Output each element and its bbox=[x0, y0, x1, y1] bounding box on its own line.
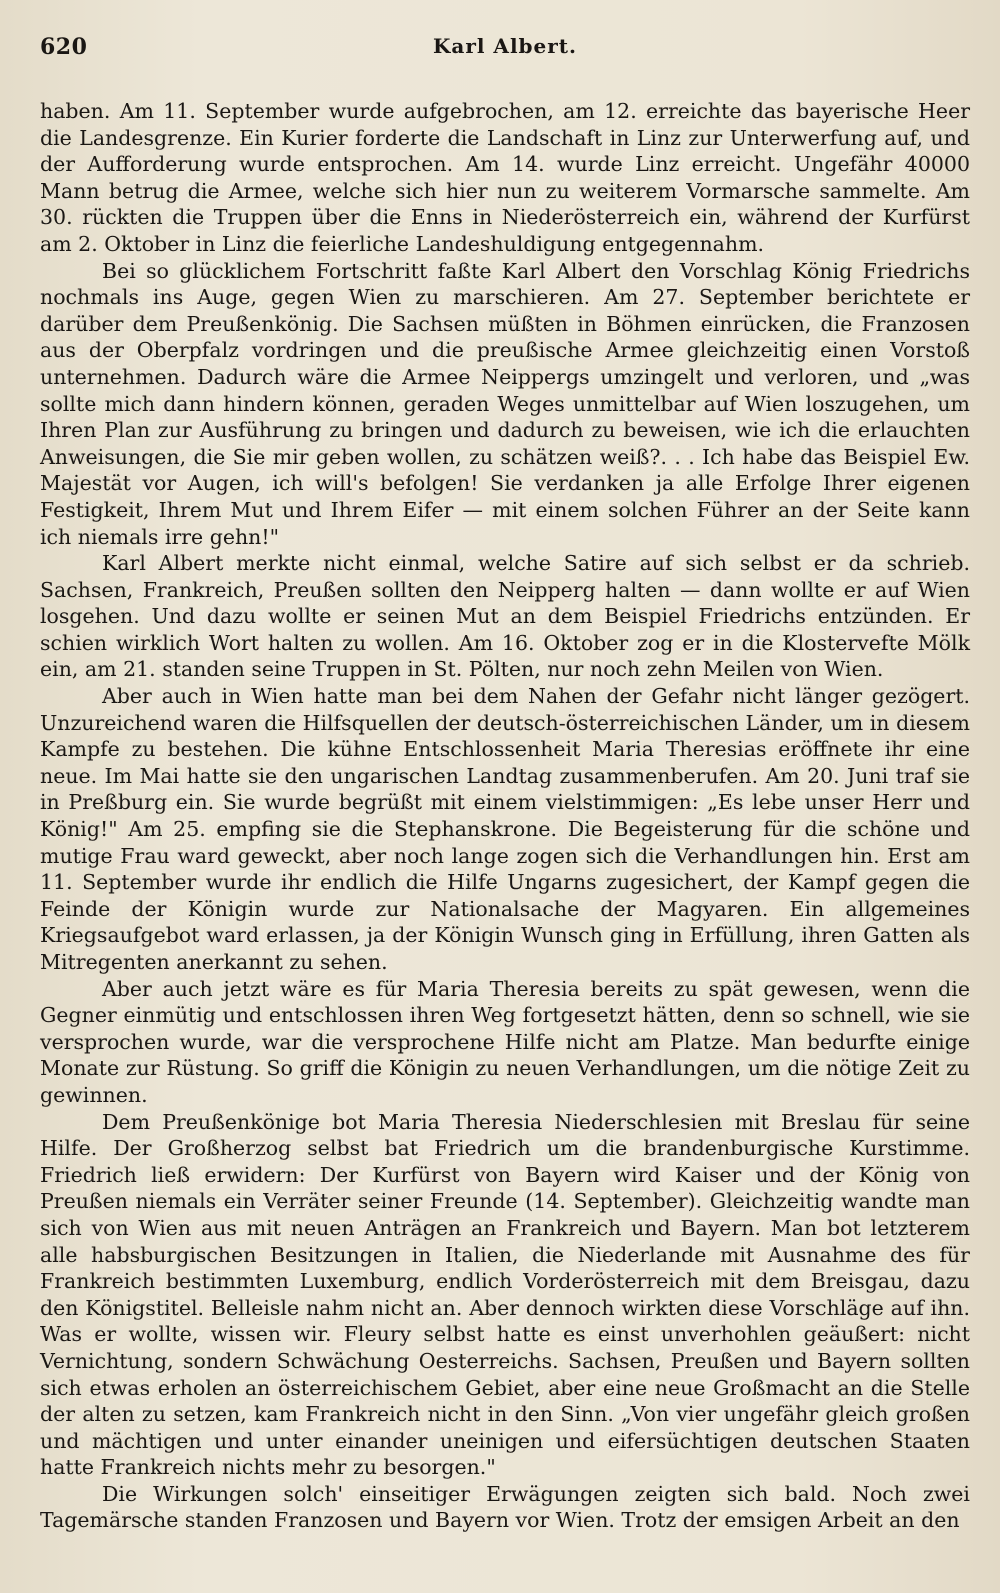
paragraph-7: Die Wirkungen solch' einseitiger Erwägungen zeigten sich bald. Noch zwei Tagemärsche standen Franzosen und Bayern vor Wien. Trotz der emsigen Arbeit an den bbox=[40, 1481, 970, 1533]
page-body-text bbox=[40, 98, 970, 1534]
running-head: Karl Albert. bbox=[432, 34, 577, 58]
page-number: 620 bbox=[40, 34, 88, 60]
paragraph-3: Karl Albert merkte nicht einmal, welche Satire auf sich selbst er da schrieb. Sachsen, Frankreich, Preußen sollten den Neipperg halten — dann wollte er auf Wien losgehen. Und dazu wollte er seinen Mut an dem Beispiel Friedrichs entzünden. Er schien wirklich Wort halten zu wollen. Am 16. Oktober zog er in die Klostervefte Mölk ein, am 21. standen seine Truppen in St. Pölten, nur noch zehn Meilen von Wien. bbox=[40, 551, 970, 682]
paragraph-2: Bei so glücklichem Fortschritt faßte Karl Albert den Vorschlag König Friedrichs nochmals ins Auge, gegen Wien zu marschieren. Am 27. September berichtete er darüber dem Preußenkönig. Die Sachsen müßten in Böhmen einrücken, die Franzosen aus der Oberpfalz vordringen und die preußische Armee gleichzeitig einen Vorstoß unternehmen. Dadurch wäre die Armee Neippergs umzingelt und verloren, und „was sollte mich dann hindern können, geraden Weges unmittelbar auf Wien loszugehen, um Ihren Plan zur Ausführung zu bringen und dadurch zu beweisen, wie ich die erlauchten Anweisungen, die Sie mir geben wollen, zu schätzen weiß?. . . Ich habe das Beispiel Ew. Majestät vor Augen, ich will's befolgen! Sie verdanken ja alle Erfolge Ihrer eigenen Festigkeit, Ihrem Mut und Ihrem Eifer — mit einem solchen Führer an der Seite kann ich niemals irre gehn!" bbox=[40, 258, 970, 549]
page-header bbox=[40, 34, 970, 74]
paragraph-5: Aber auch jetzt wäre es für Maria Theresia bereits zu spät gewesen, wenn die Gegner einmütig und entschlossen ihren Weg fortgesetzt hätten, denn so schnell, wie sie versprochen wurde, war die versprochene Hilfe nicht am Platze. Man bedurfte einige Monate zur Rüstung. So griff die Königin zu neuen Verhandlungen, um die nötige Zeit zu gewinnen. bbox=[40, 976, 970, 1107]
paragraph-4: Aber auch in Wien hatte man bei dem Nahen der Gefahr nicht länger gezögert. Unzureichend waren die Hilfsquellen der deutsch-österreichischen Länder, um in diesem Kampfe zu bestehen. Die kühne Entschlossenheit Maria Theresias eröffnete ihr eine neue. Im Mai hatte sie den ungarischen Landtag zusammenberufen. Am 20. Juni traf sie in Preßburg ein. Sie wurde begrüßt mit einem vielstimmigen: „Es lebe unser Herr und König!" Am 25. empfing sie die Stephanskrone. Die Begeisterung für die schöne und mutige Frau ward geweckt, aber noch lange zogen sich die Verhandlungen hin. Erst am 11. September wurde ihr endlich die Hilfe Ungarns zugesichert, der Kampf gegen die Feinde der Königin wurde zur Nationalsache der Magyaren. Ein allgemeines Kriegsaufgebot ward erlassen, ja der Königin Wunsch ging in Erfüllung, ihren Gatten als Mitregenten anerkannt zu sehen. bbox=[40, 684, 970, 974]
paragraph-6: Dem Preußenkönige bot Maria Theresia Niederschlesien mit Breslau für seine Hilfe. Der Großherzog selbst bat Friedrich um die brandenburgische Kurstimme. Friedrich ließ erwidern: Der Kurfürst von Bayern wird Kaiser und der König von Preußen niemals ein Verräter seiner Freunde (14. September). Gleichzeitig wandte man sich von Wien aus mit neuen Anträgen an Frankreich und Bayern. Man bot letzterem alle habsburgischen Besitzungen in Italien, die Niederlande mit Ausnahme des für Frankreich bestimmten Luxemburg, endlich Vorderösterreich mit dem Breisgau, dazu den Königstitel. Belleisle nahm nicht an. Aber dennoch wirkten diese Vorschläge auf ihn. Was er wollte, wissen wir. Fleury selbst hatte es einst unverhohlen geäußert: nicht Vernichtung, sondern Schwächung Oesterreichs. Sachsen, Preußen und Bayern sollten sich etwas erholen an österreichischem Gebiet, aber eine neue Großmacht an die Stelle der alten zu setzen, kam Frankreich nicht in den Sinn. „Von vier ungefähr gleich großen und mächtigen und unter einander uneinigen und eifersüchtigen deutschen Staaten hatte Frankreich nichts mehr zu besorgen." bbox=[40, 1109, 970, 1480]
paragraph-1: haben. Am 11. September wurde aufgebrochen, am 12. erreichte das bayerische Heer die Landesgrenze. Ein Kurier forderte die Landschaft in Linz zur Unterwerfung auf, und der Aufforderung wurde entsprochen. Am 14. wurde Linz erreicht. Ungefähr 40000 Mann betrug die Armee, welche sich hier nun zu weiterem Vormarsche sammelte. Am 30. rückten die Truppen über die Enns in Niederösterreich ein, während der Kurfürst am 2. Oktober in Linz die feierliche Landeshuldigung entgegennahm. bbox=[40, 99, 970, 256]
